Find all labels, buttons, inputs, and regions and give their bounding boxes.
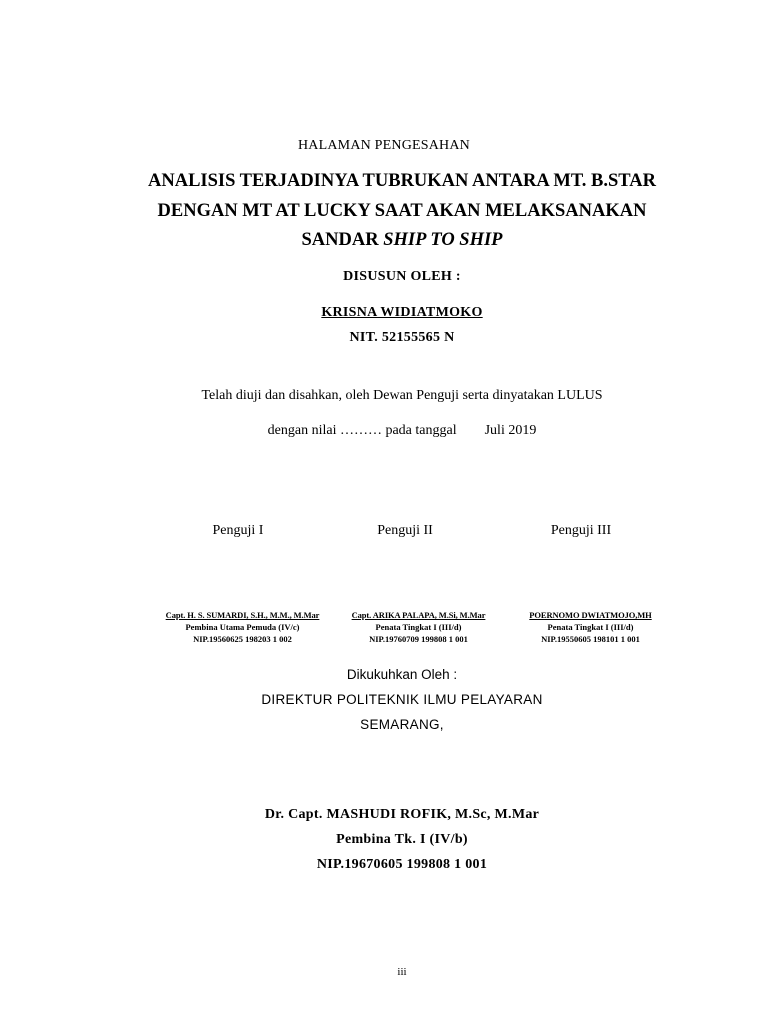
director-title: DIREKTUR POLITEKNIK ILMU PELAYARAN (261, 692, 543, 707)
thesis-title-line-3 (18, 230, 768, 251)
thesis-title-line-2: DENGAN MT AT LUCKY SAAT AKAN MELAKSANAKAN (157, 201, 647, 221)
grade-date-line (18, 423, 768, 439)
grade-prefix: dengan nilai ……… pada tanggal (267, 423, 457, 438)
thesis-title-line-1: ANALISIS TERJADINYA TUBRUKAN ANTARA MT. B.STAR (147, 171, 656, 191)
approval-date: Juli 2019 (484, 423, 537, 438)
thesis-title-line-3-plain: SANDAR (301, 230, 384, 250)
examiner-1-rank: Pembina Utama Pemuda (IV/c) (185, 622, 300, 632)
examiner-1-nip: NIP.19560625 198203 1 002 (193, 634, 292, 644)
examiner-1-name: Capt. H. S. SUMARDI, S.H., M.M., M.Mar (165, 610, 320, 620)
examiner-2-name: Capt. ARIKA PALAPA, M.Si, M.Mar (351, 610, 486, 620)
examiner-3-name: POERNOMO DWIATMOJO,MH (529, 610, 652, 620)
examiner-3-label: Penguji III (550, 523, 612, 538)
author-by-label: DISUSUN OLEH : (343, 269, 461, 284)
examiner-3-rank: Penata Tingkat I (III/d) (547, 622, 634, 632)
page-number: iii (397, 966, 407, 978)
director-name: Dr. Capt. MASHUDI ROFIK, M.Sc, M.Mar (264, 807, 540, 822)
examiner-1-label: Penguji I (212, 523, 264, 538)
author-nit: NIT. 52155565 N (349, 330, 455, 345)
examiner-2-label: Penguji II (377, 523, 433, 538)
approval-statement: Telah diuji dan disahkan, oleh Dewan Penguji serta dinyatakan LULUS (201, 388, 603, 403)
author-name: KRISNA WIDIATMOKO (321, 305, 483, 320)
examiner-2-rank: Penata Tingkat I (III/d) (375, 622, 462, 632)
thesis-title-line-3-italic: SHIP TO SHIP (383, 230, 503, 250)
director-city: SEMARANG, (360, 717, 444, 732)
examiner-3-nip: NIP.19550605 198101 1 001 (541, 634, 640, 644)
confirmed-by-label: Dikukuhkan Oleh : (346, 667, 458, 682)
examiner-2-nip: NIP.19760709 199808 1 001 (369, 634, 468, 644)
director-rank: Pembina Tk. I (IV/b) (336, 832, 468, 847)
section-heading: HALAMAN PENGESAHAN (298, 138, 470, 153)
director-nip: NIP.19670605 199808 1 001 (316, 857, 488, 872)
